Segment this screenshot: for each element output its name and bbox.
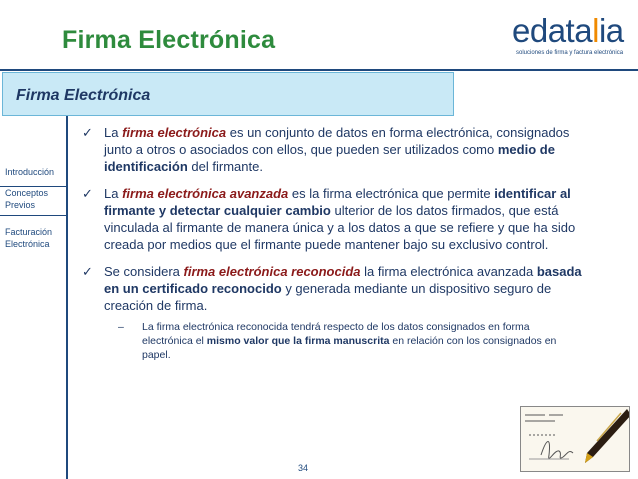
sidebar-divider bbox=[66, 116, 68, 479]
check-icon: ✓ bbox=[82, 125, 93, 140]
check-icon: ✓ bbox=[82, 186, 93, 201]
bullet-firma-reconocida: ✓ Se considera firma electrónica reconocida la firma electrónica avanzada basada en un certificado reconocido y generada mediante un dispositivo seguro de creación de firma. bbox=[82, 264, 582, 313]
edatalia-logo bbox=[512, 12, 630, 60]
sidebar-item-conceptos-previos[interactable] bbox=[0, 186, 66, 216]
logo-wordmark: edatalia bbox=[512, 12, 624, 49]
sidebar-item-introduccion[interactable] bbox=[0, 166, 66, 182]
sidebar-item-facturacion-electronica[interactable] bbox=[0, 226, 66, 254]
section-title: Firma Electrónica bbox=[16, 87, 151, 104]
signature-pen-image bbox=[520, 406, 630, 472]
slide-title: Firma Electrónica bbox=[62, 26, 276, 54]
sidebar-item-label: Introducción bbox=[5, 167, 55, 177]
section-header bbox=[2, 72, 454, 116]
dash-marker: – bbox=[118, 321, 124, 333]
sub-bullet-valor-firma: – La firma electrónica reconocida tendrá respecto de los datos consignados en forma electrónica el mismo valor que la firma manuscrita en relación con los consignados en papel. bbox=[118, 321, 557, 361]
header-divider bbox=[0, 69, 638, 71]
sidebar-item-label: Previos bbox=[5, 200, 36, 210]
check-icon: ✓ bbox=[82, 264, 93, 279]
sidebar-item-label: Facturación bbox=[5, 227, 53, 237]
logo-tagline: soluciones de firma y factura electrónica bbox=[516, 50, 624, 56]
sidebar-item-label: Conceptos bbox=[5, 188, 49, 198]
sidebar-item-label: Electrónica bbox=[5, 239, 50, 249]
page-number: 34 bbox=[298, 463, 309, 473]
bullet-firma-electronica: ✓ La firma electrónica es un conjunto de datos en forma electrónica, consignados junto a otros o asociados con ellos, que pueden ser utilizados como medio de identificación del firmante. bbox=[82, 125, 570, 174]
slide-content bbox=[82, 124, 582, 362]
bullet-firma-avanzada: ✓ La firma electrónica avanzada es la firma electrónica que permite identificar al firmante y detectar cualquier cambio ulterior de los datos firmados, que está vinculada al firmante de manera única y a los datos a que se refiere y que ha sido creada por medios que el firmante puede mantener bajo su exclusivo control. bbox=[82, 186, 576, 252]
